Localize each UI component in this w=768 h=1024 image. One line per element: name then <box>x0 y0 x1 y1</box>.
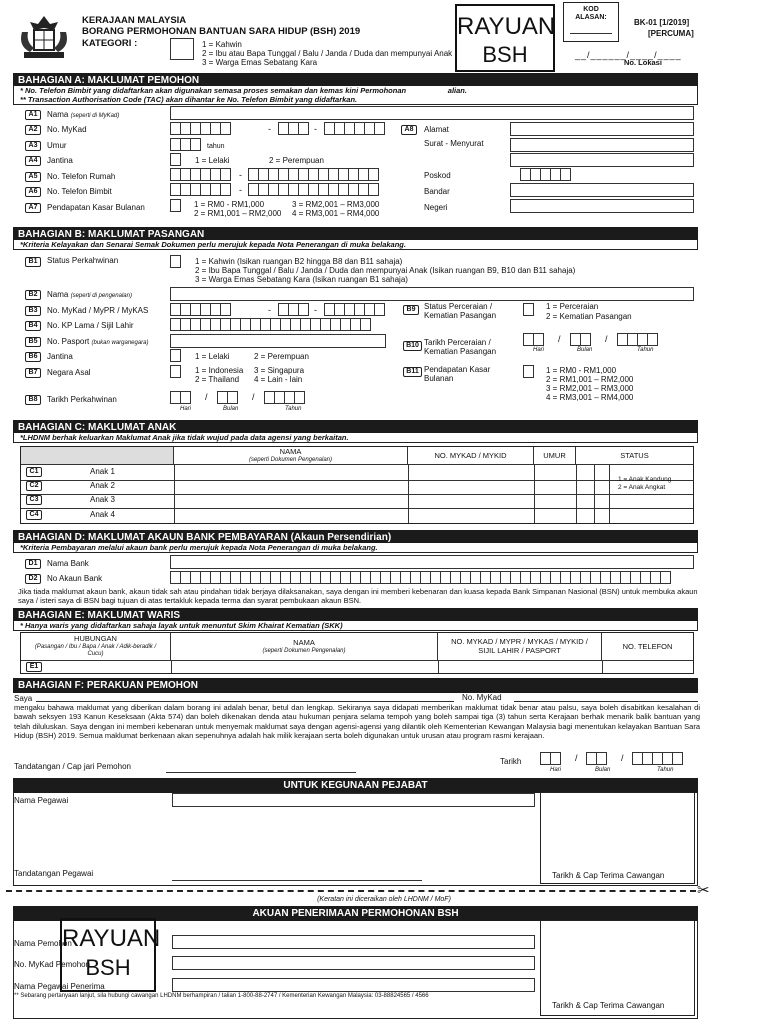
d-authorization-text: Jika tiada maklumat akaun bank, akaun tidak sah atau pindahan tidak berjaya dilaksanakan, saya dengan ini memberi kebenaran dan kuasa kepada Bank Simpanan Nasional (BSN) untuk membuka akaun saya / isteri saya di BSN bagi tujuan di atas tertakluk kepada terma dan syarat pembukaan akaun BSN. <box>18 587 698 605</box>
a6-mobile-number[interactable] <box>248 183 378 196</box>
col-nama-e-text: NAMA <box>293 638 315 647</box>
bandar-field[interactable] <box>510 183 694 197</box>
status-box-column[interactable] <box>594 465 610 523</box>
a2-mykad-part3[interactable] <box>324 122 384 135</box>
section-c-note <box>13 433 698 443</box>
negeri-label: Negeri <box>424 203 448 212</box>
f-saya-label: Saya <box>14 694 33 703</box>
a2-mykad-part1[interactable] <box>170 122 230 135</box>
b4-label: No. KP Lama / Sijil Lahir <box>47 321 134 330</box>
code-a6: A6 <box>25 187 41 197</box>
code-a1: A1 <box>25 110 41 120</box>
a5-phone-prefix[interactable] <box>170 168 230 181</box>
section-e-note-text: * Hanya waris yang didaftarkan sahaja layak untuk menuntut Skim Khairat Kematian (SKK) <box>20 621 343 630</box>
b6-label: Jantina <box>47 352 73 361</box>
code-b7: B7 <box>25 368 41 378</box>
f-signature-label: Tandatangan / Cap jari Pemohon <box>14 762 131 771</box>
section-c-title: BAHAGIAN C: MAKLUMAT ANAK <box>18 422 177 433</box>
b7-label: Negara Asal <box>47 368 91 377</box>
a5-label: No. Telefon Rumah <box>47 172 116 181</box>
code-a2: A2 <box>25 125 41 135</box>
col-nama-e-hint: (seperti Dokumen Pengenalan) <box>262 647 346 654</box>
lokasi-label: No. Lokasi <box>624 58 662 67</box>
waris-col-hubungan <box>21 633 171 661</box>
col-nama-hint: (seperti Dokumen Pengenalan) <box>248 456 333 463</box>
code-b9: B9 <box>403 305 419 315</box>
section-d-note-text: *Kriteria Pembayaran melalui akaun bank perlu merujuk kepada Nota Penerangan di muka belakang. <box>20 543 378 552</box>
b10-hari[interactable] <box>523 333 543 346</box>
f-tarikh-label: Tarikh <box>500 757 522 766</box>
akuan-nama-pemohon-field[interactable] <box>172 935 535 949</box>
b1-opt-3: 3 = Warga Emas Sebatang Kara (Isikan ruangan B1 sahaja) <box>195 275 408 284</box>
stamp-b-line-1: RAYUAN <box>62 925 161 952</box>
code-b4: B4 <box>25 321 41 331</box>
b2-nama-field[interactable] <box>170 287 694 301</box>
c2-label: Anak 2 <box>90 481 115 490</box>
b11-label-2: Bulanan <box>424 374 454 383</box>
code-b5: B5 <box>25 337 41 347</box>
akuan-nama-pemohon-label: Nama Pemohon <box>14 939 72 948</box>
b11-opt-4: 4 = RM3,001 – RM4,000 <box>546 393 634 402</box>
kategori-opt-2: 2 = Ibu atau Bapa Tunggal / Balu / Janda / Duda dan mempunyai Anak <box>202 49 453 58</box>
f-tarikh-tahun[interactable] <box>632 752 682 765</box>
code-e1: E1 <box>26 662 42 672</box>
code-d1: D1 <box>25 559 41 569</box>
b8-tahun-label: Tahun <box>285 406 302 412</box>
code-d2: D2 <box>25 574 41 584</box>
f-tarikh-hari[interactable] <box>540 752 560 765</box>
section-a-note-1 <box>13 86 698 95</box>
d1-label: Nama Bank <box>47 559 89 568</box>
children-table <box>20 446 694 524</box>
cut-line <box>6 890 696 892</box>
code-b3: B3 <box>25 306 41 316</box>
dash: - <box>314 305 317 315</box>
code-c3: C3 <box>26 495 42 505</box>
b3-mykad-part1[interactable] <box>170 303 230 316</box>
b11-opt-2: 2 = RM1,001 – RM2,000 <box>546 375 634 384</box>
code-b6: B6 <box>25 352 41 362</box>
code-b1: B1 <box>25 257 41 267</box>
section-e-note <box>13 621 698 631</box>
stamp-line-2: BSH <box>482 42 528 67</box>
children-col-mykad: NO. MYKAD / MYKID <box>408 447 534 465</box>
section-a-note-1-text: * No. Telefon Bimbit yang didaftarkan akan digunakan semasa proses semakan dan kemas kini Permohonan <box>20 86 407 95</box>
b8-bulan-label: Bulan <box>223 406 239 412</box>
b10-tahun[interactable] <box>617 333 657 346</box>
b1-opt-2: 2 = Ibu Bapa Tunggal / Balu / Janda / Duda dan mempunyai Anak (Isikan ruangan B9, B10 dan B11 sahaja) <box>195 266 576 275</box>
b2-label-text: Nama <box>47 290 69 299</box>
code-a8: A8 <box>401 125 417 135</box>
b1-status-box[interactable] <box>170 255 180 268</box>
section-b-note <box>13 240 698 250</box>
a1-nama-field[interactable] <box>170 106 694 120</box>
section-a-title: BAHAGIAN A: MAKLUMAT PEMOHON <box>18 75 200 86</box>
a2-mykad-part2[interactable] <box>278 122 308 135</box>
b1-label: Status Perkahwinan <box>47 256 119 265</box>
f-mykad-label: No. MyKad <box>462 693 502 702</box>
office-nama-pegawai-field[interactable] <box>172 793 535 807</box>
waris-table <box>20 632 694 674</box>
akuan-title: AKUAN PENERIMAAN PERMOHONAN BSH <box>252 908 459 919</box>
b5-label <box>47 337 149 347</box>
code-c1: C1 <box>26 467 42 477</box>
a7-opt-1: 1 = RM0 - RM1,000 <box>194 200 265 209</box>
code-b8: B8 <box>25 395 41 405</box>
code-b11: B11 <box>403 367 422 377</box>
f-declaration-text: mengaku bahawa maklumat yang diberikan dalam borang ini adalah benar, betul dan lengkap. Sekiranya saya didapati memberikan maklumat tidak benar atau palsu, saya boleh disabitkan kesalahan di bawah seksyen 193 Kanun Keseksaan (Akta 574) dan boleh dikenakan denda atau hukuman penjara selama tempoh yang boleh sampai tiga (3) tahun serta Kerajaan berhak menarik balik bantuan yang telah diluluskan. Saya dengan ini memberi kebenaran untuk menyemak maklumat saya dengan agensi-agensi yang dilantik oleh Kementerian Kewangan Malaysia bagi menentukan kelayakan Bantuan Sara Hidup (BSH) 2019. Semua maklumat berkenaan akan sepenuhnya adalah hak milik kerajaan serta boleh digunakan untuk urusan atau program rasmi kerajaan. <box>14 703 700 741</box>
akuan-tarikh-cap-label: Tarikh & Cap Terima Cawangan <box>552 1001 665 1010</box>
kategori-box[interactable] <box>170 38 194 60</box>
a8-alamat-line-1[interactable] <box>510 122 694 136</box>
cut-note: (Keratan ini diceraikan oleh LHDNM / MoF) <box>317 896 451 903</box>
office-use-title: UNTUK KEGUNAAN PEJABAT <box>283 780 428 791</box>
dash: - <box>239 185 242 195</box>
b1-opt-1: 1 = Kahwin (Isikan ruangan B2 hingga B8 dan B11 sahaja) <box>195 257 403 266</box>
b7-opt-3: 3 = Singapura <box>254 366 305 375</box>
status-opt-1: 1 = Anak Kandung <box>618 476 672 483</box>
b6-opt-2: 2 = Perempuan <box>254 352 309 361</box>
akuan-mykad-label: No. MyKad Pemohon <box>14 960 91 969</box>
f-tahun-label: Tahun <box>657 767 674 773</box>
c4-label: Anak 4 <box>90 510 115 519</box>
dash: - <box>239 170 242 180</box>
a5-phone-number[interactable] <box>248 168 378 181</box>
children-col-umur: UMUR <box>534 447 576 465</box>
b9-label-1: Status Perceraian / <box>424 302 493 311</box>
c3-label: Anak 3 <box>90 495 115 504</box>
slash: / <box>605 334 608 344</box>
a4-jantina-box[interactable] <box>170 153 180 166</box>
negeri-field[interactable] <box>510 199 694 213</box>
section-e-title: BAHAGIAN E: MAKLUMAT WARIS <box>18 610 181 621</box>
a1-hint: (seperti di MyKad) <box>70 113 120 119</box>
office-tarikh-cap-label: Tarikh & Cap Terima Cawangan <box>552 871 665 880</box>
b11-pendapatan-box[interactable] <box>523 365 533 378</box>
a8-alamat-line-3[interactable] <box>510 153 694 167</box>
poskod-label: Poskod <box>424 171 451 180</box>
b8-label: Tarikh Perkahwinan <box>47 395 117 404</box>
slash: / <box>558 334 561 344</box>
b8-tahun[interactable] <box>264 391 304 404</box>
b11-opt-3: 3 = RM2,001 – RM3,000 <box>546 384 634 393</box>
b10-tahun-label: Tahun <box>637 347 654 353</box>
c1-label: Anak 1 <box>90 467 115 476</box>
b7-opt-2: 2 = Thailand <box>195 375 240 384</box>
f-mykad-line[interactable] <box>514 701 698 702</box>
f-saya-line[interactable] <box>36 701 454 702</box>
b10-hari-label: Hari <box>533 347 545 353</box>
col-hub-text: HUBUNGAN <box>74 634 117 643</box>
rayuan-stamp-top <box>455 4 555 72</box>
a7-pendapatan-box[interactable] <box>170 199 180 212</box>
a3-label: Umur <box>47 141 67 150</box>
kod-alasan-box[interactable] <box>563 2 619 42</box>
b4-kp-lama-field[interactable] <box>170 318 370 331</box>
scissors-icon: ✂ <box>697 882 710 899</box>
alasan-label: ALASAN: <box>575 14 607 22</box>
section-b-title: BAHAGIAN B: MAKLUMAT PASANGAN <box>18 229 205 240</box>
b6-jantina-box[interactable] <box>170 349 180 362</box>
rayuan-stamp-bottom <box>60 918 161 992</box>
b8-hari-label: Hari <box>180 406 192 412</box>
slash: / <box>621 753 624 763</box>
a4-opt-2: 2 = Perempuan <box>269 156 324 165</box>
b7-opt-1: 1 = Indonesia <box>195 366 244 375</box>
b8-hari[interactable] <box>170 391 190 404</box>
b8-bulan[interactable] <box>217 391 237 404</box>
a7-opt-4: 4 = RM3,001 – RM4,000 <box>292 209 380 218</box>
bandar-label: Bandar <box>424 187 450 196</box>
b2-hint: (seperti di pengenalan) <box>70 293 132 299</box>
kategori-opt-3: 3 = Warga Emas Sebatang Kara <box>202 58 318 67</box>
gov-title: KERAJAAN MALAYSIA <box>82 15 187 26</box>
a4-opt-1: 1 = Lelaki <box>195 156 230 165</box>
code-b10: B10 <box>403 341 422 351</box>
b3-mykad-part2[interactable] <box>278 303 308 316</box>
b3-label: No. MyKad / MyPR / MyKAS <box>47 306 149 315</box>
a6-mobile-prefix[interactable] <box>170 183 230 196</box>
b7-negara-box[interactable] <box>170 365 180 378</box>
code-a7: A7 <box>25 203 41 213</box>
a6-label: No. Telefon Bimbit <box>47 187 112 196</box>
a8-alamat-line-2[interactable] <box>510 138 694 152</box>
akuan-pegawai-field[interactable] <box>172 978 535 992</box>
b9-opt-1: 1 = Perceraian <box>546 302 599 311</box>
a1-label-text: Nama <box>47 110 69 119</box>
section-a-note-1-end: alian. <box>447 86 467 95</box>
a2-label: No. MyKad <box>47 125 87 134</box>
section-a-note-2 <box>13 95 698 105</box>
b9-opt-2: 2 = Kematian Pasangan <box>546 312 632 321</box>
dash: - <box>268 124 271 134</box>
form-number: BK-01 [1/2019] <box>634 18 690 27</box>
poskod-field[interactable] <box>520 168 570 181</box>
col-nama-text: NAMA <box>279 447 302 456</box>
slash: / <box>575 753 578 763</box>
d2-no-akaun-field[interactable] <box>170 571 670 584</box>
percuma-label: [PERCUMA] <box>648 29 694 38</box>
d1-nama-bank-field[interactable] <box>170 555 694 569</box>
b6-opt-1: 1 = Lelaki <box>195 352 230 361</box>
code-c2: C2 <box>26 481 42 491</box>
kategori-opt-1: 1 = Kahwin <box>202 40 242 49</box>
waris-col-nama <box>171 633 438 661</box>
waris-col-mykad: NO. MYKAD / MYPR / MYKAS / MYKID / SIJIL LAHIR / PASPORT <box>438 633 602 661</box>
stamp-b-line-2: BSH <box>85 955 131 980</box>
slash: / <box>205 392 208 402</box>
office-nama-pegawai-label: Nama Pegawai <box>14 796 69 805</box>
a7-label: Pendapatan Kasar Bulanan <box>47 203 145 212</box>
b9-label-2: Kematian Pasangan <box>424 311 497 320</box>
b5-hint: (bukan warganegara) <box>91 340 149 346</box>
b10-bulan[interactable] <box>570 333 590 346</box>
children-col-status: STATUS <box>576 447 693 465</box>
a7-opt-3: 3 = RM2,001 – RM3,000 <box>292 200 380 209</box>
kod-label: KOD <box>583 6 599 13</box>
f-tarikh-bulan[interactable] <box>586 752 606 765</box>
surat-label: Surat - Menyurat <box>424 139 484 148</box>
section-b-note-text: *Kriteria Kelayakan dan Senarai Semak Dokumen perlu merujuk kepada Nota Penerangan di muka belakang. <box>20 240 406 249</box>
code-a4: A4 <box>25 156 41 166</box>
section-a-note-2-text: ** Transaction Authorisation Code (TAC) akan dihantar ke No. Telefon Bimbit yang didaftarkan. <box>20 95 358 104</box>
f-signature-line[interactable] <box>166 772 356 773</box>
a3-unit: tahun <box>207 143 225 150</box>
dash: - <box>268 305 271 315</box>
b10-label-1: Tarikh Perceraian / <box>424 338 491 347</box>
f-bulan-label: Bulan <box>595 767 611 773</box>
code-c4: C4 <box>26 510 42 520</box>
b9-status-box[interactable] <box>523 303 533 316</box>
code-a5: A5 <box>25 172 41 182</box>
children-header-blank <box>21 447 174 465</box>
dash: - <box>314 124 317 134</box>
a8-label: Alamat <box>424 125 449 134</box>
stamp-line-1: RAYUAN <box>457 13 556 40</box>
col-hub-hint: (Pasangan / Ibu / Bapa / Anak / Adik-beradik / Cucu) <box>34 643 157 657</box>
a3-umur-field[interactable] <box>170 138 200 151</box>
b10-bulan-label: Bulan <box>577 347 593 353</box>
a4-label: Jantina <box>47 156 73 165</box>
b11-label-1: Pendapatan Kasar <box>424 365 491 374</box>
waris-col-telefon: NO. TELEFON <box>602 633 693 661</box>
a1-label <box>47 110 119 120</box>
b5-pasport-field[interactable] <box>170 334 386 348</box>
coat-of-arms-icon <box>14 12 74 62</box>
b3-mykad-part3[interactable] <box>324 303 384 316</box>
akuan-mykad-field[interactable] <box>172 956 535 970</box>
b2-label <box>47 290 132 300</box>
form-title: BORANG PERMOHONAN BANTUAN SARA HIDUP (BSH) 2019 <box>82 26 361 37</box>
section-f-header <box>13 678 698 693</box>
code-a3: A3 <box>25 141 41 151</box>
d2-label: No Akaun Bank <box>47 574 103 583</box>
kategori-label: KATEGORI : <box>82 38 138 49</box>
akuan-pegawai-label: Nama Pegawai Penerima <box>14 982 105 991</box>
b10-label-2: Kematian Pasangan <box>424 347 497 356</box>
section-c-note-text: *LHDNM berhak keluarkan Maklumat Anak jika tidak wujud pada data agensi yang berkaitan. <box>20 433 349 442</box>
status-opt-2: 2 = Anak Angkat <box>618 484 666 491</box>
section-f-title: BAHAGIAN F: PERAKUAN PEMOHON <box>18 680 198 691</box>
section-d-note <box>13 543 698 553</box>
children-col-nama <box>174 447 408 465</box>
slash: / <box>252 392 255 402</box>
akuan-footer-note: ** Sebarang pertanyaan lanjut, sila hubungi cawangan LHDNM berhampiran / talian 1-800-88-2747 / Kementerian Kewangan Malaysia: 03-88824565 / 4566 <box>14 993 429 999</box>
office-ttd-pegawai-label: Tandatangan Pegawai <box>14 869 94 878</box>
b5-label-text: No. Pasport <box>47 337 90 346</box>
section-d-title: BAHAGIAN D: MAKLUMAT AKAUN BANK PEMBAYARAN (Akaun Persendirian) <box>18 532 392 543</box>
b11-opt-1: 1 = RM0 - RM1,000 <box>546 366 617 375</box>
code-b2: B2 <box>25 290 41 300</box>
office-ttd-pegawai-line[interactable] <box>172 880 422 881</box>
a7-opt-2: 2 = RM1,001 – RM2,000 <box>194 209 282 218</box>
b7-opt-4: 4 = Lain - lain <box>254 375 303 384</box>
f-hari-label: Hari <box>550 767 562 773</box>
lokasi-slashes: __/______/____/____ <box>575 50 682 60</box>
